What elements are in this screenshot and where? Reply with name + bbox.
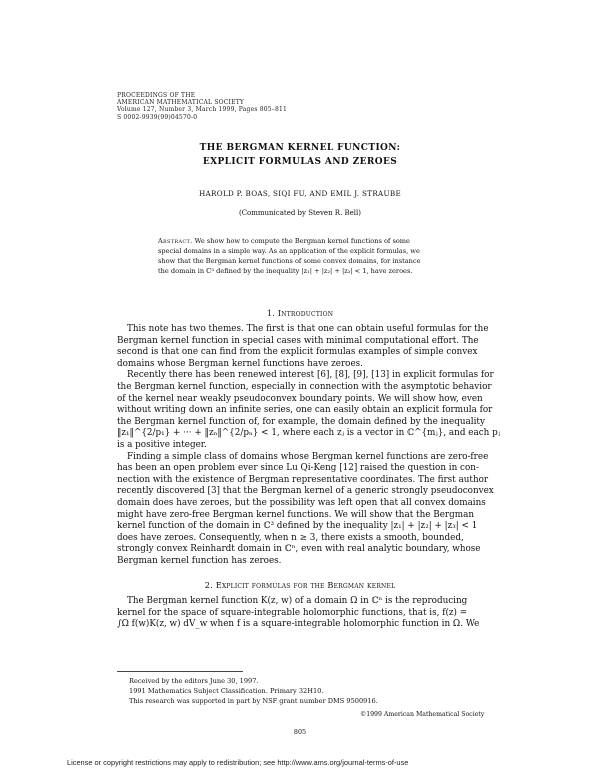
text-line: Bergman kernel function has zeroes. [117,555,282,566]
section-heading: 1. Introduction [266,308,334,318]
abstract-line [158,236,464,246]
footnote-received: Received by the editors June 30, 1997. [129,677,259,685]
text-line: the Bergman kernel function of, for example, the domain defined by the inequality [117,416,485,427]
journal-line: PROCEEDINGS OF THE [117,92,196,99]
copyright-notice: ©1999 American Mathematical Society [360,711,485,718]
footnotes [117,676,378,706]
section-2-body [117,596,487,631]
text-line: kernel function of the domain in ℂ³ defined by the inequality |z₁| + |z₂| + |z₃| < 1 [117,521,478,532]
journal-line: S 0002-9939(99)04570-0 [117,113,198,121]
authors: HAROLD P. BOAS, SIQI FU, AND EMIL J. STRAUBE [198,189,402,198]
page-number: 805 [293,728,307,736]
footnote-divider [117,671,243,672]
paper-title-line-2: EXPLICIT FORMULAS AND ZEROES [202,157,398,167]
abstract-line: special domains in a simple way. As an application of the explicit formulas, we [158,247,420,255]
license-notice: License or copyright restrictions may apply to redistribution; see http://www.ams.org/journal-terms-of-use [67,758,409,767]
text-line: domains whose Bergman kernel functions have zeroes. [117,358,363,369]
text-line: might have zero-free Bergman kernel functions. We will show that the Bergman [117,509,474,520]
text-line: Finding a simple class of domains whose Bergman kernel functions are zero-free [127,451,489,462]
text-line: recently discovered [3] that the Bergman kernel of a generic strongly pseudoconvex [117,486,494,497]
footnote-support: This research was supported in part by NSF grant number DMS 9500916. [129,697,378,705]
paper-title-line-1: THE BERGMAN KERNEL FUNCTION: [199,143,401,153]
footnote-msc: 1991 Mathematics Subject Classification. Primary 32H10. [129,687,324,695]
text-line: ∫Ω f(w)K(z, w) dV_w when f is a square-integrable holomorphic function in Ω. We [117,619,480,630]
abstract-label: Abstract. [158,237,193,245]
abstract-text: We show how to compute the Bergman kernel functions of some [194,237,410,245]
abstract-line: show that the Bergman kernel functions of some convex domains, for instance [158,257,421,265]
text-line: strongly convex Reinhardt domain in ℂⁿ, even with real analytic boundary, whose [117,544,481,555]
text-line: has been an open problem ever since Lu Qi-Keng [12] raised the question in con- [117,463,479,474]
text-line: The Bergman kernel function K(z, w) of a domain Ω in ℂⁿ is the reproducing [127,596,468,606]
abstract [158,236,464,276]
text-line: of the kernel near weakly pseudoconvex boundary points. We will show how, even [117,393,483,404]
text-line: is a positive integer. [117,439,207,450]
text-line: Bergman kernel function in special cases with minimal computational effort. The [117,335,479,346]
text-line: kernel for the space of square-integrable holomorphic functions, that is, f(z) = [117,607,468,618]
text-line: second is that one can find from the explicit formulas examples of simple convex [117,347,478,358]
text-line: the Bergman kernel function, especially in connection with the asymptotic behavior [117,381,492,392]
journal-header [117,92,287,121]
text-line: does have zeroes. Consequently, when n ≥ 3, there exists a smooth, bounded, [117,532,464,543]
abstract-line: the domain in ℂ³ defined by the inequality |z₁| + |z₂| + |z₃| < 1, have zeroes. [158,267,413,275]
journal-line: AMERICAN MATHEMATICAL SOCIETY [117,99,245,107]
text-line: domain does have zeroes, but the possibility was left open that all convex domains [117,497,486,508]
section-1-body [117,324,501,567]
text-line: without writing down an infinite series, one can easily obtain an explicit formula for [117,405,493,416]
text-line: ‖z₁‖^{2/p₁} + ··· + ‖zₙ‖^{2/pₙ} < 1, where each zⱼ is a vector in ℂ^{mⱼ}, and each pⱼ [117,428,501,439]
section-heading: 2. Explicit formulas for the Bergman kernel [204,580,396,590]
text-line: nection with the existence of Bergman representative coordinates. The first author [117,474,489,485]
text-line: This note has two themes. The first is that one can obtain useful formulas for the [127,324,489,334]
journal-line: Volume 127, Number 3, March 1999, Pages 805–811 [117,106,288,114]
text-line: Recently there has been renewed interest [6], [8], [9], [13] in explicit formulas for [127,370,494,381]
communicated-by: (Communicated by Steven R. Bell) [238,209,362,217]
